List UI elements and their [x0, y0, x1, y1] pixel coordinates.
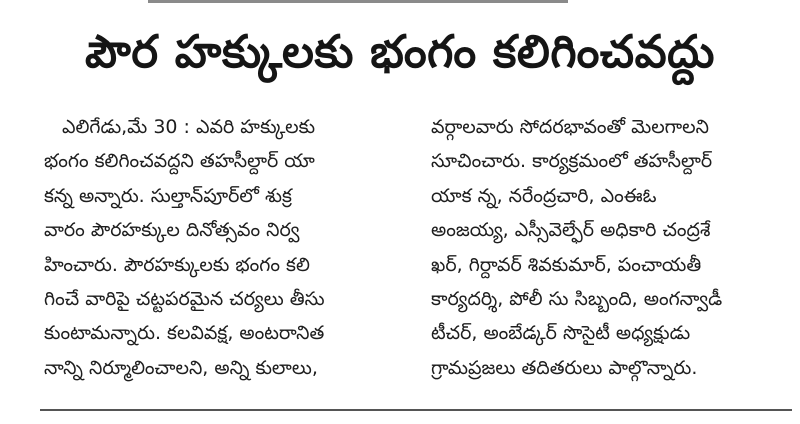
text-line: ఎలిగేడు,మే 30 : ఎవరి హక్కులకు: [62, 116, 316, 138]
text-line: కార్యదర్శి, పోలీ సు సిబ్బంది, అంగన్వాడీ: [431, 287, 723, 310]
text-line: ఖర్, గిర్దావర్ శివకుమార్, పంచాయతీ: [431, 253, 702, 276]
text-line: హించారు. పౌరహక్కులకు భంగం కలి: [44, 253, 310, 276]
text-line: యాక న్న, నరేంద్రచారి, ఎంఈఓ: [431, 184, 657, 207]
text-line: వారం పౌరహక్కుల దినోత్సవం నిర్వ: [44, 219, 300, 242]
text-line: నాన్ని నిర్మూలించాలని, అన్ని కులాలు,: [44, 356, 318, 379]
text-line: టీచర్, అంబేడ్కర్ సొసైటీ అధ్యక్షుడు: [431, 322, 691, 345]
text-line: కన్న అన్నారు. సుల్తాన్‌పూర్‌లో శుక్ర: [44, 184, 292, 207]
top-divider: [148, 0, 568, 3]
text-line: కుంటామన్నారు. కలవివక్ష, అంటరానిత: [44, 322, 325, 345]
article-column-left: [44, 110, 397, 388]
text-line: సూచించారు. కార్యక్రమంలో తహసీల్దార్: [431, 150, 713, 173]
text-line: అంజయ్య, ఎస్సీవెల్ఫేర్ అధికారి చంద్రశే: [431, 219, 711, 242]
bottom-divider: [40, 409, 792, 411]
text-line: వర్గాలవారు సోదరభావంతో మెలగాలని: [431, 116, 709, 138]
text-line: భంగం కలిగించవద్దని తహసీల్దార్ యా: [44, 150, 315, 173]
text-line: గ్రామప్రజలు తదితరులు పాల్గొన్నారు.: [431, 356, 698, 379]
text-line: గించే వారిపై చట్టపరమైన చర్యలు తీసు: [44, 287, 325, 310]
article-column-right: [431, 110, 784, 388]
article-body: [44, 110, 784, 388]
article-headline: పౌర హక్కులకు భంగం కలిగించవద్దు: [85, 25, 715, 78]
